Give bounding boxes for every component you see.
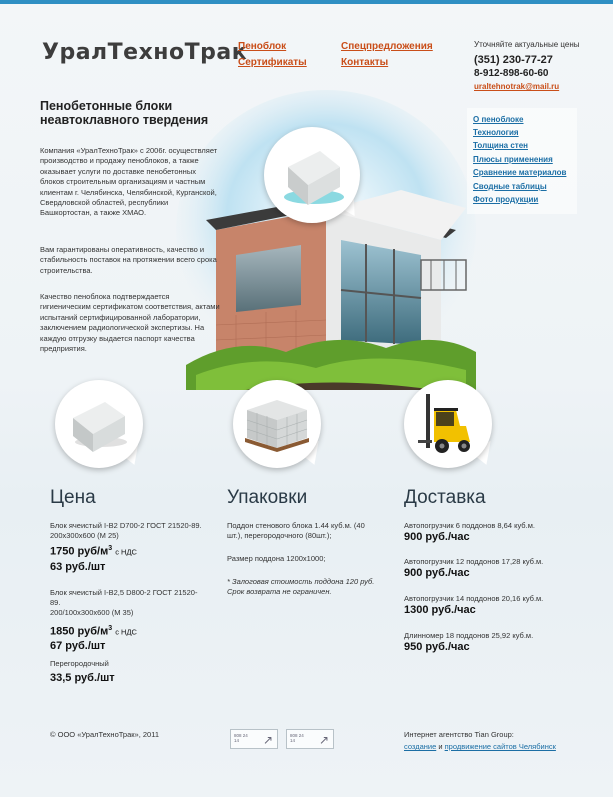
stats-counter-2[interactable] (286, 729, 334, 749)
delivery-item4-desc: Длинномер 18 поддонов 25,92 куб.м. (404, 631, 534, 640)
counter-text: 808 24 14 (234, 733, 248, 743)
nav-foamblock[interactable]: Пеноблок (238, 41, 287, 52)
delivery-item1-desc: Автопогрузчик 6 поддонов 8,64 куб.м. (404, 521, 535, 530)
intro-paragraph-1: Компания «УралТехноТрак» с 2006г. осуществляет производство и продажу пеноблоков, а также оказывает услуги по доставке пенобетонных блоков строительным организациям и частным клиентам г. Челябинска, Челябинской, Курганской, Свердловской областей, республики Башкортостан, а также ХМАО. (40, 146, 218, 218)
pallet-icon (233, 380, 321, 468)
footer-agency: Интернет агентство Tian Group: (404, 730, 514, 739)
counter-text: 808 24 14 (290, 733, 304, 743)
packaging-size: Размер поддона 1200х1000; (227, 554, 326, 563)
footer-links: создание и продвижение сайтов Челябинск (404, 742, 556, 751)
hero-bubble (264, 127, 360, 223)
delivery-item1-price: 900 руб./час (404, 531, 470, 543)
side-menu-technology[interactable]: Технология (473, 128, 519, 137)
contact-label: Уточняйте актуальные цены (474, 40, 580, 49)
intro-paragraph-2: Вам гарантированы оперативность, качество и стабильность поставок на протяжении всего срока строительства. (40, 245, 217, 275)
email-link[interactable]: uraltehnotrak@mail.ru (474, 82, 560, 91)
top-accent-bar (0, 0, 613, 4)
pallet-bubble (233, 380, 321, 468)
delivery-item2-price: 900 руб./час (404, 567, 470, 579)
block-bubble (55, 380, 143, 468)
price-item2-desc: Блок ячеистый I-B2,5 D800-2 ГОСТ 21520- 89. 200/100х300х600 (М 35) (50, 588, 198, 617)
delivery-item2-desc: Автопогрузчик 12 поддонов 17,28 куб.м. (404, 557, 544, 566)
side-menu-about[interactable]: О пеноблоке (473, 115, 524, 124)
forklift-icon (404, 380, 492, 468)
footer-copyright: © ООО «УралТехноТрак», 2011 (50, 730, 159, 739)
intro-paragraph-3: Качество пеноблока подтверждается гигиеническим сертификатом соответствия, актами испытаний сертифицированной лаборатории, заключением радиологической экспертизы. На каждую отгрузку выдается паспорт качества предприятия. (40, 292, 220, 354)
stats-counter-1[interactable] (230, 729, 278, 749)
price-item1-desc: Блок ячеистый I-B2 D700-2 ГОСТ 21520-89. 200х300х600 (М 25) (50, 521, 202, 540)
price-item1-m3: 1750 руб/$м^3$ с НДС (50, 545, 137, 558)
footer-link-creation[interactable]: создание (404, 742, 437, 751)
nav-special-offers[interactable]: Спецпредложения (341, 41, 433, 52)
side-menu (467, 108, 577, 214)
price-item1-pc: 63 руб./шт (50, 561, 106, 573)
price-item3-label: Перегородочный (50, 659, 109, 668)
packaging-desc: Поддон стенового блока 1.44 куб.м. (40 шт.), перегородочного (80шт.); (227, 521, 365, 540)
intro-title: Пенобетонные блоки неавтоклавного твердения (40, 99, 209, 127)
delivery-item3-desc: Автопогрузчик 14 поддонов 20,16 куб.м. (404, 594, 544, 603)
price-title: Цена (50, 487, 96, 508)
side-menu-advantages[interactable]: Плюсы применения (473, 155, 553, 164)
side-menu-comparison[interactable]: Сравнение материалов (473, 168, 567, 177)
arrow-up-right-icon: ↗ (318, 733, 329, 747)
site-logo[interactable]: УралТехноТрак (42, 40, 248, 65)
forklift-bubble (404, 380, 492, 468)
delivery-item3-price: 1300 руб./час (404, 604, 476, 616)
delivery-title: Доставка (404, 487, 486, 508)
side-menu-photos[interactable]: Фото продукции (473, 195, 539, 204)
nav-certificates[interactable]: Сертификаты (238, 57, 307, 68)
side-menu-wall-thickness[interactable]: Толщина стен (473, 141, 528, 150)
price-item2-pc: 67 руб./шт (50, 640, 106, 652)
packaging-note: * Залоговая стоимость поддона 120 руб. Срок возврата не ограничен. (227, 577, 375, 596)
side-menu-tables[interactable]: Сводные таблицы (473, 182, 547, 191)
arrow-up-right-icon: ↗ (262, 733, 273, 747)
price-item2-m3: 1850 руб/$м^3$ с НДС (50, 625, 137, 638)
delivery-item4-price: 950 руб./час (404, 641, 470, 653)
price-item3-pc: 33,5 руб./шт (50, 672, 115, 684)
foam-block-icon (55, 380, 143, 468)
phone-secondary: 8-912-898-60-60 (474, 68, 549, 79)
nav-contacts[interactable]: Контакты (341, 57, 389, 68)
foam-block-icon (264, 127, 360, 223)
packaging-title: Упаковки (227, 487, 308, 508)
phone-primary: (351) 230-77-27 (474, 54, 553, 66)
footer-link-promotion[interactable]: продвижение сайтов Челябинск (444, 742, 556, 751)
